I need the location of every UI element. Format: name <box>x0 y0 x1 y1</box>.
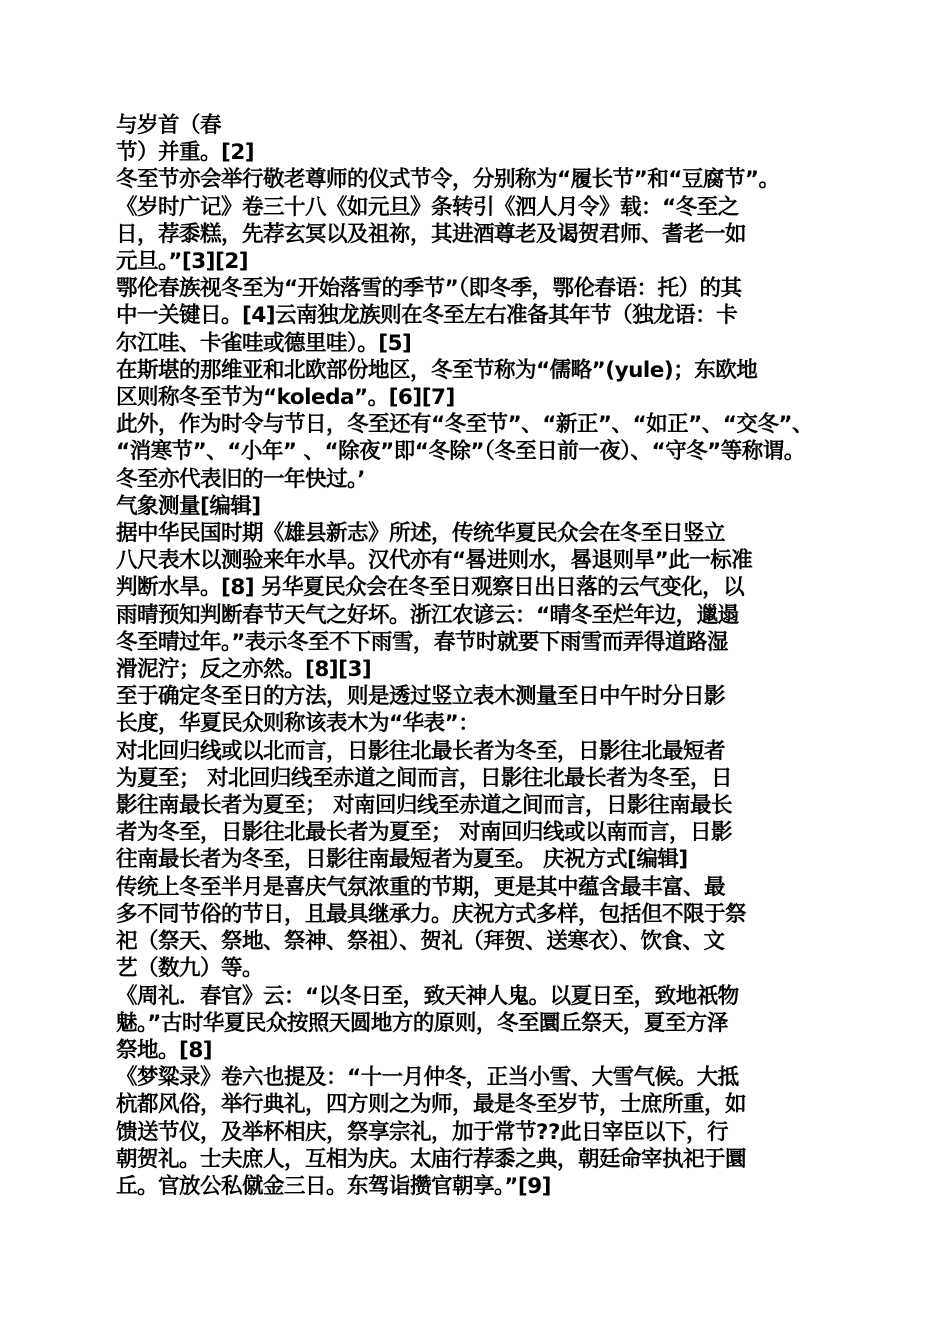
text-line: 《周礼．春官》云：“以冬日至，致天神人鬼。以夏日至，致地祇物 <box>116 983 739 1009</box>
text-line: 杭都风俗，举行典礼，四方则之为师，最是冬至岁节，士庶所重，如 <box>116 1092 747 1118</box>
text-line: 与岁首（春 <box>116 113 222 138</box>
text-line: 冬至亦代表旧的一年快过。’ <box>116 466 365 492</box>
text-line: 雨晴预知判断春节天气之好坏。浙江农谚云：“晴冬至烂年边，邋遢 <box>116 602 739 628</box>
text-line: 祭地。[8] <box>116 1037 213 1063</box>
text-line: 艺（数九）等。 <box>116 956 264 982</box>
text-line: 多不同节俗的节日，且最具继承力。庆祝方式多样，包括但不限于祭 <box>116 901 747 927</box>
text-line: 冬至晴过年。”表示冬至不下雨雪，春节时就要下雨雪而弄得道路湿 <box>116 629 728 655</box>
text-line: 馈送节仪，及举杯相庆，祭享宗礼，加于常节??此日宰臣以下，行 <box>116 1119 728 1145</box>
text-line: 元旦。”[3][2] <box>116 249 249 275</box>
text-line: 长度，华夏民众则称该表木为“华表”： <box>116 711 480 737</box>
text-line: 滑泥泞；反之亦然。[8][3] <box>116 657 372 683</box>
text-line: 在斯堪的那维亚和北欧部份地区，冬至节称为“儒略”(yule)；东欧地 <box>116 357 758 383</box>
text-line: 祀（祭天、祭地、祭神、祭祖）、贺礼（拜贺、送寒衣）、饮食、文 <box>116 929 725 955</box>
text-line: 据中华民国时期《雄县新志》所述，传统华夏民众会在冬至日竖立 <box>116 521 726 547</box>
text-line: 《梦粱录》卷六也提及：“十一月仲冬，正当小雪、大雪气候。大抵 <box>116 1065 739 1091</box>
text-line: 中一关键日。[4]云南独龙族则在冬至左右准备其年节（独龙语：卡 <box>116 303 738 329</box>
text-line: 丘。官放公私僦金三日。东驾诣攒官朝享。”[9] <box>116 1173 551 1199</box>
text-line: 节）并重。[2] <box>116 140 255 166</box>
text-line: 对北回归线或以北而言，日影往北最长者为冬至，日影往北最短者 <box>116 738 726 764</box>
text-line: 八尺表木以测验来年水旱。汉代亦有“晷进则水，晷退则旱”此一标准 <box>116 548 753 574</box>
text-line: 传统上冬至半月是喜庆气氛浓重的节期，更是其中蕴含最丰富、最 <box>116 874 726 900</box>
text-line: 者为冬至，日影往北最长者为夏至； 对南回归线或以南而言，日影 <box>116 820 732 846</box>
text-line: 为夏至； 对北回归线至赤道之间而言，日影往北最长者为冬至，日 <box>116 765 732 791</box>
text-line: 至于确定冬至日的方法，则是透过竖立表木测量至日中午时分日影 <box>116 684 726 710</box>
text-line: 此外，作为时令与节日，冬至还有“冬至节”、“新正”、“如正”、“交冬”、 <box>116 412 814 438</box>
text-line: 尔江哇、卡雀哇或德里哇）。[5] <box>116 330 412 356</box>
text-line: “消寒节”、“小年” 、“除夜”即“冬除”（冬至日前一夜）、“守冬”等称谓。 <box>116 439 805 465</box>
text-line: 影往南最长者为夏至； 对南回归线至赤道之间而言，日影往南最长 <box>116 793 732 819</box>
text-line: 区则称冬至节为“koleda”。[6][7] <box>116 385 455 411</box>
text-line: 鄂伦春族视冬至为“开始落雪的季节”（即冬季，鄂伦春语：托）的其 <box>116 276 742 302</box>
text-line: 判断水旱。[8] 另华夏民众会在冬至日观察日出日落的云气变化，以 <box>116 575 745 601</box>
text-line: 日，荐黍糕，先荐玄冥以及祖祢，其进酒尊老及谒贺君师、耆老一如 <box>116 221 747 247</box>
section-heading-weather: 气象测量[编辑] <box>116 493 261 519</box>
text-line: 冬至节亦会举行敬老尊师的仪式节令，分别称为“履长节”和“豆腐节”。 <box>116 167 780 193</box>
text-line: 往南最长者为冬至，日影往南最短者为夏至。 庆祝方式[编辑] <box>116 847 688 873</box>
text-line: 朝贺礼。士夫庶人，互相为庆。太庙行荐黍之典，朝廷命宰执祀于圜 <box>116 1146 747 1172</box>
text-line: 《岁时广记》卷三十八《如元旦》条转引《泗人月令》载：“冬至之 <box>116 194 739 220</box>
text-line: 魅。”古时华夏民众按照天圆地方的原则，冬至圜丘祭天，夏至方泽 <box>116 1010 728 1036</box>
document-body <box>116 112 846 1200</box>
